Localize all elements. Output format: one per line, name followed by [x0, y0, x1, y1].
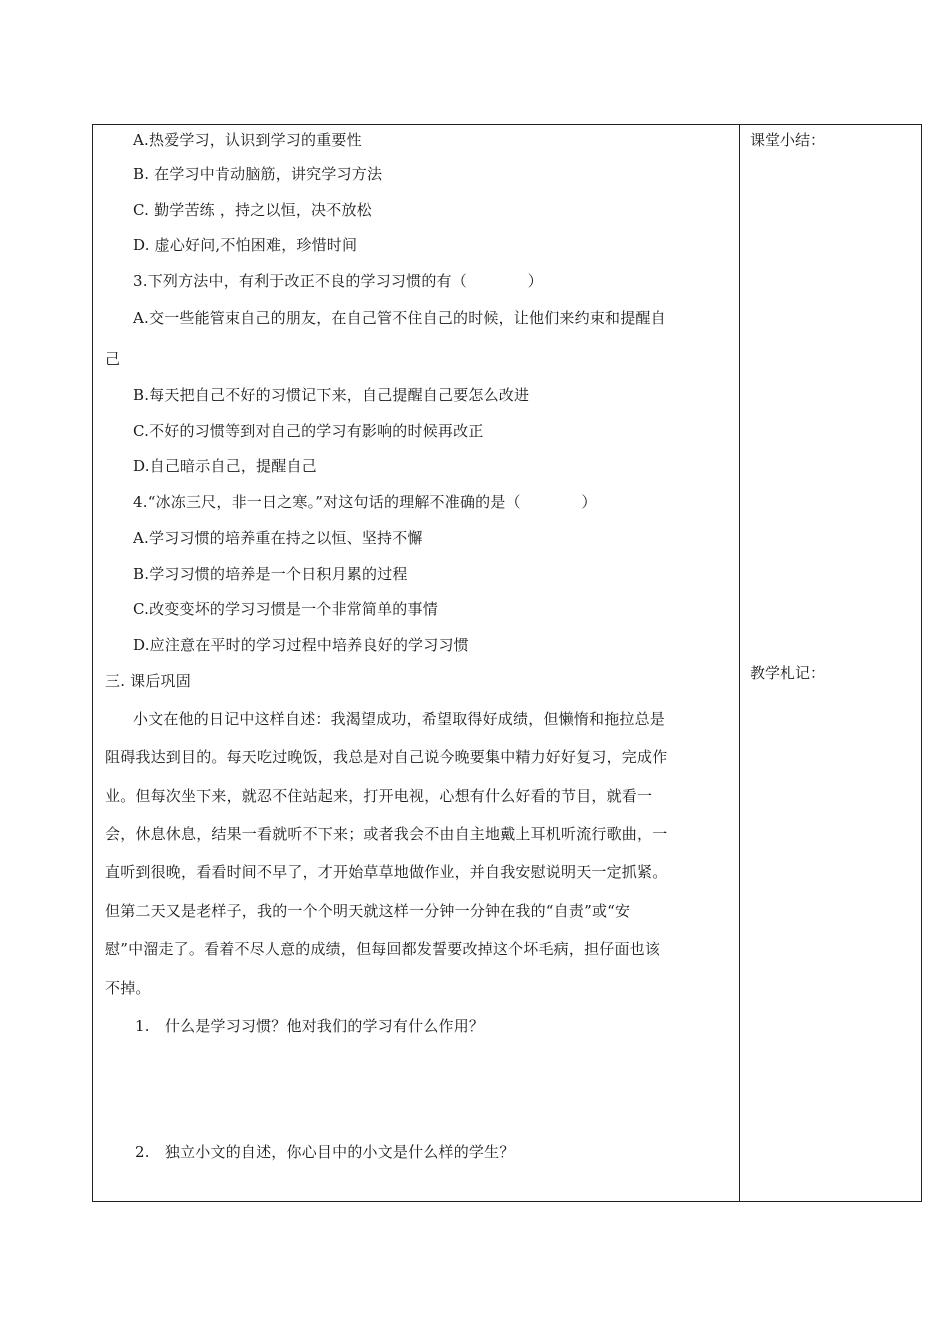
q2-option-c: C. 勤学苦练 ，持之以恒，决不放松	[133, 201, 372, 219]
question-1: 1. 什么是学习习惯？他对我们的学习有什么作用？	[135, 1017, 485, 1035]
notes-label: 教学札记：	[750, 664, 826, 682]
q3-option-d: D.自己暗示自己，提醒自己	[133, 457, 317, 475]
q3-stem: 3.下列方法中，有利于改正不良的学习习惯的有（ ）	[133, 272, 543, 290]
passage-line: 阻碍我达到目的。每天吃过晚饭，我总是对自己说今晚要集中精力好好复习，完成作	[105, 748, 668, 766]
passage-line: 小文在他的日记中这样自述：我渴望成功，希望取得好成绩，但懒惰和拖拉总是	[133, 710, 666, 728]
passage-line: 不掉。	[105, 979, 151, 997]
q4-option-a: A.学习习惯的培养重在持之以恒、坚持不懈	[133, 529, 423, 547]
q4-option-b: B.学习习惯的培养是一个日积月累的过程	[133, 565, 408, 583]
question-2: 2. 独立小文的自述，你心目中的小文是什么样的学生？	[135, 1143, 515, 1161]
q3-option-c: C.不好的习惯等到对自己的学习有影响的时候再改正	[133, 422, 484, 440]
main-column	[93, 125, 739, 1201]
section3-heading: 三. 课后巩固	[105, 672, 191, 690]
q3-option-a-line1: A.交一些能管束自己的朋友，在自己管不住自己的时候，让他们来约束和提醒自	[133, 309, 666, 327]
passage-line: 直听到很晚，看看时间不早了，才开始草草地做作业，并自我安慰说明天一定抓紧。	[105, 863, 668, 881]
passage-line: 会，休息休息，结果一看就听不下来；或者我会不由自主地戴上耳机听流行歌曲，一	[105, 825, 668, 843]
q2-option-b: B. 在学习中肯动脑筋，讲究学习方法	[133, 165, 383, 183]
passage-line: 业。但每次坐下来，就忍不住站起来，打开电视，心想有什么好看的节目，就看一	[105, 787, 653, 805]
passage-line: 但第二天又是老样子，我的一个个明天就这样一分钟一分钟在我的“自责”或“安	[105, 902, 631, 920]
q2-option-a: A.热爱学习，认识到学习的重要性	[133, 131, 362, 149]
q2-option-d: D. 虚心好问,不怕困难，珍惜时间	[133, 236, 358, 254]
q3-option-a-line2: 己	[105, 350, 121, 368]
q4-option-c: C.改变变坏的学习习惯是一个非常简单的事情	[133, 600, 438, 618]
q3-option-b: B.每天把自己不好的习惯记下来，自己提醒自己要怎么改进	[133, 386, 530, 404]
side-column	[740, 125, 921, 1201]
summary-label: 课堂小结：	[750, 131, 826, 149]
lesson-table	[92, 124, 922, 1202]
q4-stem: 4.“冰冻三尺，非一日之寒。”对这句话的理解不准确的是（ ）	[133, 493, 597, 511]
q4-option-d: D.应注意在平时的学习过程中培养良好的学习习惯	[133, 636, 469, 654]
passage-line: 慰”中溜走了。看着不尽人意的成绩，但每回都发誓要改掉这个坏毛病，担仔面也该	[105, 940, 661, 958]
